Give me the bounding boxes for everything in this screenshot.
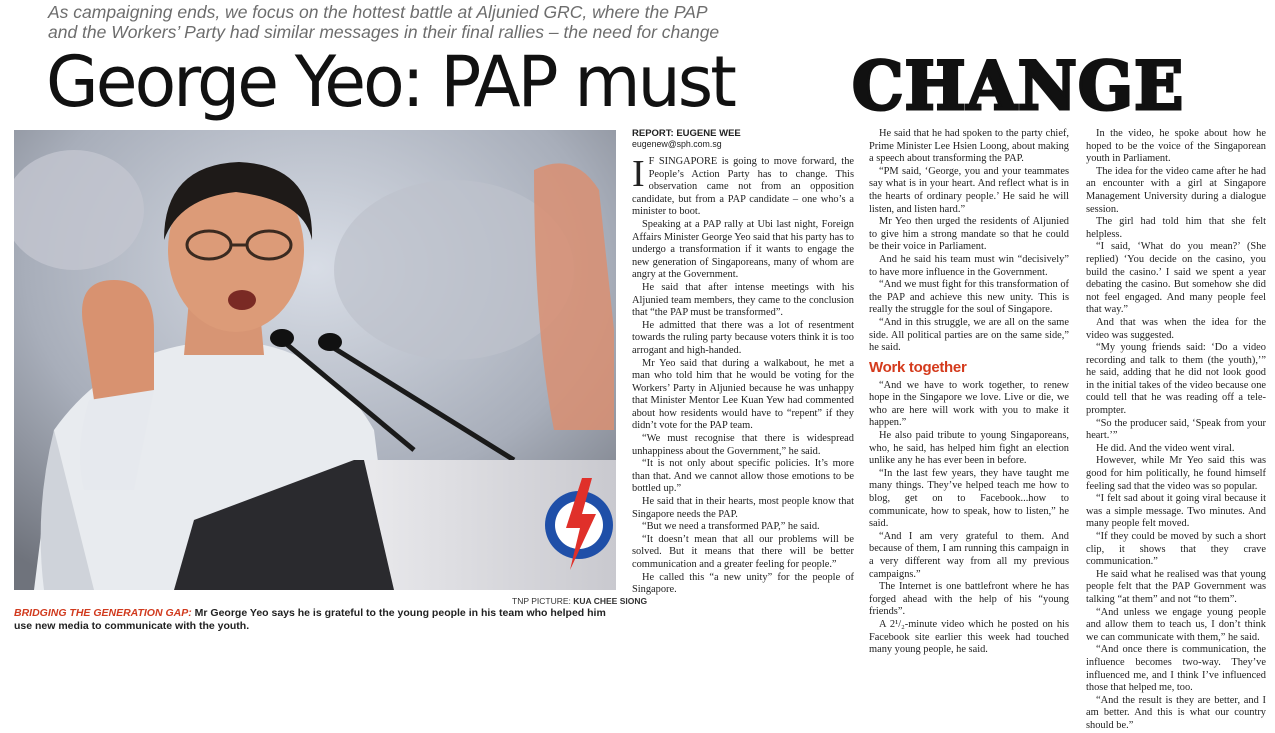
rally-photo (14, 130, 616, 590)
kicker-line-2: and the Workers’ Party had similar messages in their final rallies – the need for change (48, 22, 720, 42)
kicker (48, 2, 728, 42)
lead-paragraph-text: F SINGAPORE is going to move forward, the People’s Action Party has to change. This observation came not from an opposition candidate, but from a PAP candidate – one who’s a minister to boot. (632, 156, 854, 218)
photo-caption (14, 607, 614, 633)
byline-label: REPORT: (632, 128, 674, 139)
article-paragraph: He admitted that there was a lot of resentment towards the ruling party because voters think it is too arrogant and high-handed. (632, 319, 854, 356)
article-paragraph: “If they could be moved by such a short clip, it shows that they crave communication.” (1086, 531, 1266, 568)
article-paragraph: The girl had told him that she felt helpless. (1086, 216, 1266, 240)
article-paragraph: “And I am very grateful to them. And because of them, I am running this campaign in a very different way from all my previous campaigns.” (869, 530, 1069, 580)
article-paragraph: “I said, ‘What do you mean?’ (She replied) ‘You decide on the casino, you build the casino.’ I said we spent a year debating the casino. But somehow she did not feel engaged. And many people feel that way.” (1086, 241, 1266, 316)
subhead-work-together: Work together (869, 358, 967, 376)
article-paragraph: The Internet is one battlefront where he has forged ahead with the help of his “young friends”. (869, 581, 1069, 618)
article-paragraph: He also paid tribute to young Singaporeans, who, he said, has helped him fight an election unlike any he has ever been in before. (869, 430, 1069, 467)
article-paragraph: “And the result is they are better, and I am better. And this is what our country should be.” (1086, 694, 1266, 731)
article-paragraph: “And in this struggle, we are all on the same side. All political parties are on the same side,” he said. (869, 316, 1069, 354)
article-paragraph: “And unless we engage young people and allow them to teach us, I don’t think we can communicate with them,” he said. (1086, 606, 1266, 643)
article-paragraph: He said what he realised was that young people felt that the PAP Government was talking “at them” and not “to them”. (1086, 568, 1266, 605)
article-paragraph: In the video, he spoke about how he hoped to be the voice of the Singaporean youth in Parliament. (1086, 128, 1266, 165)
kicker-line-1: As campaigning ends, we focus on the hottest battle at Aljunied GRC, where the PAP (48, 2, 708, 22)
article-paragraph: “It doesn’t mean that all our problems will be solved. But it means that there will be better communication and a greater feeling for people.” (632, 533, 854, 570)
article-paragraph: Mr Yeo said that during a walkabout, he met a man who told him that he would be voting for the Workers’ Party in Aljunied because he was unhappy that Minister Mentor Lee Kuan Yew had commented about how residents would have to “repent” if they didn’t vote for the PAP team. (632, 357, 854, 432)
headline-heavy: CHANGE (852, 47, 1185, 125)
byline-email: eugenew@sph.com.sg (632, 139, 722, 149)
article-paragraph: He said that in their hearts, most people know that Singapore needs the PAP. (632, 496, 854, 520)
headline (46, 41, 1185, 125)
article-paragraph: “In the last few years, they have taught me many things. They’ve helped teach me how to blog, get on to Facebook...how to communicate, how to speak, how to listen,” he said. (869, 467, 1069, 530)
article-paragraph: A 2¹/₂-minute video which he posted on his Facebook site earlier this week had touched many young people, he said. (869, 618, 1069, 656)
article-paragraph: He said that he had spoken to the party chief, Prime Minister Lee Hsien Loong, about making a speech about transforming the PAP. (869, 128, 1069, 165)
article-column-1 (632, 128, 854, 597)
article-paragraph: “And we have to work together, to renew hope in the Singapore we love. Live or die, we who are here will work with you to make it happen.” (869, 379, 1069, 429)
photo-credit-label: TNP PICTURE: (512, 596, 571, 606)
article-paragraph: “But we need a transformed PAP,” he said. (642, 521, 820, 533)
article-paragraph: “My young friends said: ‘Do a video recording and talk to them (the youth),’” he said, adding that he did not look good in the initial takes of the video because one could tell that he was reading off a tele-prompter. (1086, 342, 1266, 417)
article-paragraph: “PM said, ‘George, you and your teammates say what is in your heart. And reflect what is in the hearts of ordinary people.’ He said he will listen, and listen hard.” (869, 165, 1069, 215)
article-paragraph: He said that after intense meetings with his Aljunied team members, they came to the conclusion that “the PAP must be transformed”. (632, 281, 854, 319)
article-paragraph: “And we must fight for this transformation of the PAP and achieve this new unity. This is really the struggle for the soul of Singapore. (869, 279, 1069, 316)
headline-light: George Yeo: PAP must (46, 41, 734, 123)
photo-credit-name: KUA CHEE SIONG (573, 596, 648, 606)
article-paragraph: Speaking at a PAP rally at Ubi last night, Foreign Affairs Minister George Yeo said that his party has to undergo a transformation if it wants to engage the new generation of Singaporeans, many of whom are angry at the Government. (632, 218, 854, 281)
article-column-2 (869, 128, 1069, 657)
byline (632, 128, 854, 150)
article-paragraph: And he said his team must win “decisively” to have more influence in the Government. (869, 253, 1069, 278)
article-paragraph: “And once there is communication, the influence becomes two-way. They’ve influenced me, and I think I’ve influenced those that helped me, too. (1086, 644, 1266, 694)
photo-credit (512, 596, 647, 606)
article-paragraph: However, while Mr Yeo said this was good for him politically, he found himself feeling sad that the video was so popular. (1086, 455, 1266, 492)
drop-cap: I (632, 153, 645, 195)
rally-photo-illustration (14, 130, 616, 590)
article-paragraph: He did. And the video went viral. (1096, 442, 1235, 454)
article-paragraph: “It is not only about specific policies. It’s more than that. And we cannot allow those emotions to be bottled up.” (632, 458, 854, 495)
article-paragraph (632, 153, 854, 219)
article-paragraph: And that was when the idea for the video was suggested. (1086, 316, 1266, 341)
article-paragraph: The idea for the video came after he had an encounter with a girl at Singapore Management University during a dialogue session. (1086, 165, 1266, 215)
article-column-3 (1086, 128, 1266, 733)
byline-name: EUGENE WEE (676, 128, 741, 139)
article-paragraph: Mr Yeo then urged the residents of Aljunied to give him a strong mandate so that he could be their voice in Parliament. (869, 216, 1069, 253)
caption-text: Mr George Yeo says he is grateful to the young people in his team who helped him use new media to communicate with the youth. (14, 607, 606, 632)
article-paragraph: “I felt sad about it going viral because it was a simple message. Two minutes. And many people felt moved. (1086, 493, 1266, 530)
article-paragraph: “So the producer said, ‘Speak from your heart.’” (1086, 417, 1266, 442)
article-paragraph: “We must recognise that there is widespread unhappiness about the Government,” he said. (632, 433, 854, 457)
caption-highlight: BRIDGING THE GENERATION GAP: (14, 607, 192, 619)
article-paragraph: He called this “a new unity” for the people of Singapore. (632, 571, 854, 596)
